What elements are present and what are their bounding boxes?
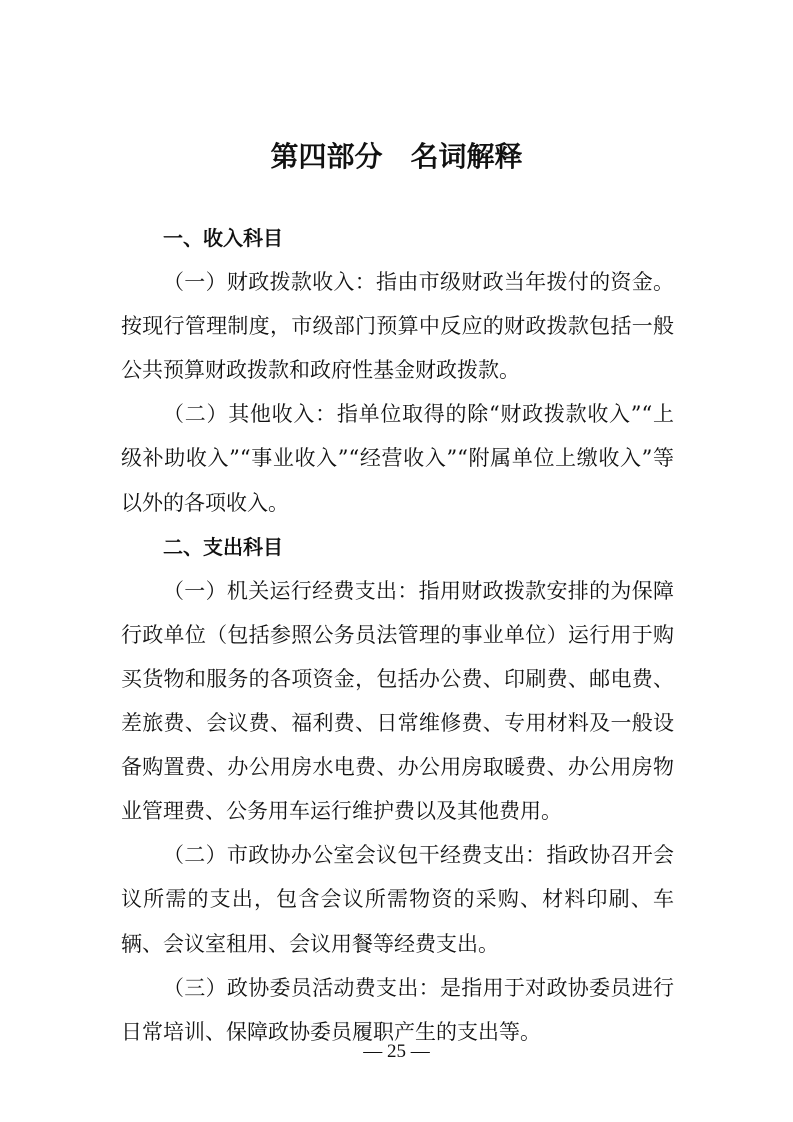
page-title: 第四部分 名词解释: [270, 140, 523, 173]
section-heading-income: 一、收入科目: [163, 226, 283, 250]
section-heading-expenditure: 二、支出科目: [163, 534, 283, 559]
paragraph-meeting-expenditure: （二）市政协办公室会议包干经费支出：指政协召开会议所需的支出，包含会议所需物资的采购、材料印刷、车辆、会议室租用、会议用餐等经费支出。: [121, 843, 674, 956]
paragraph-agency-operating-expenditure: （一）机关运行经费支出：指用财政拨款安排的为保障行政单位（包括参照公务员法管理的事业单位）运行用于购买货物和服务的各项资金，包括办公费、印刷费、邮电费、差旅费、会议费、福利费、日常维修费、专用材料及一般设备购置费、办公用房水电费、办公用房取暖费、办公用房物业管理费、公务用车运行维护费以及其他费用。: [121, 578, 674, 824]
paragraph-other-income: （二）其他收入：指单位取得的除“财政拨款收入”“上级补助收入”“事业收入”“经营收入”“附属单位上缴收入”等以外的各项收入。: [121, 402, 674, 515]
document-body: [121, 216, 674, 1054]
page-number: — 25 —: [363, 1041, 430, 1062]
paragraph-fiscal-appropriation-income: （一）财政拨款收入：指由市级财政当年拨付的资金。按现行管理制度，市级部门预算中反应的财政拨款包括一般公共预算财政拨款和政府性基金财政拨款。: [121, 270, 674, 383]
paragraph-committee-member-activity-expenditure: （三）政协委员活动费支出：是指用于对政协委员进行日常培训、保障政协委员履职产生的支出等。: [121, 975, 674, 1044]
